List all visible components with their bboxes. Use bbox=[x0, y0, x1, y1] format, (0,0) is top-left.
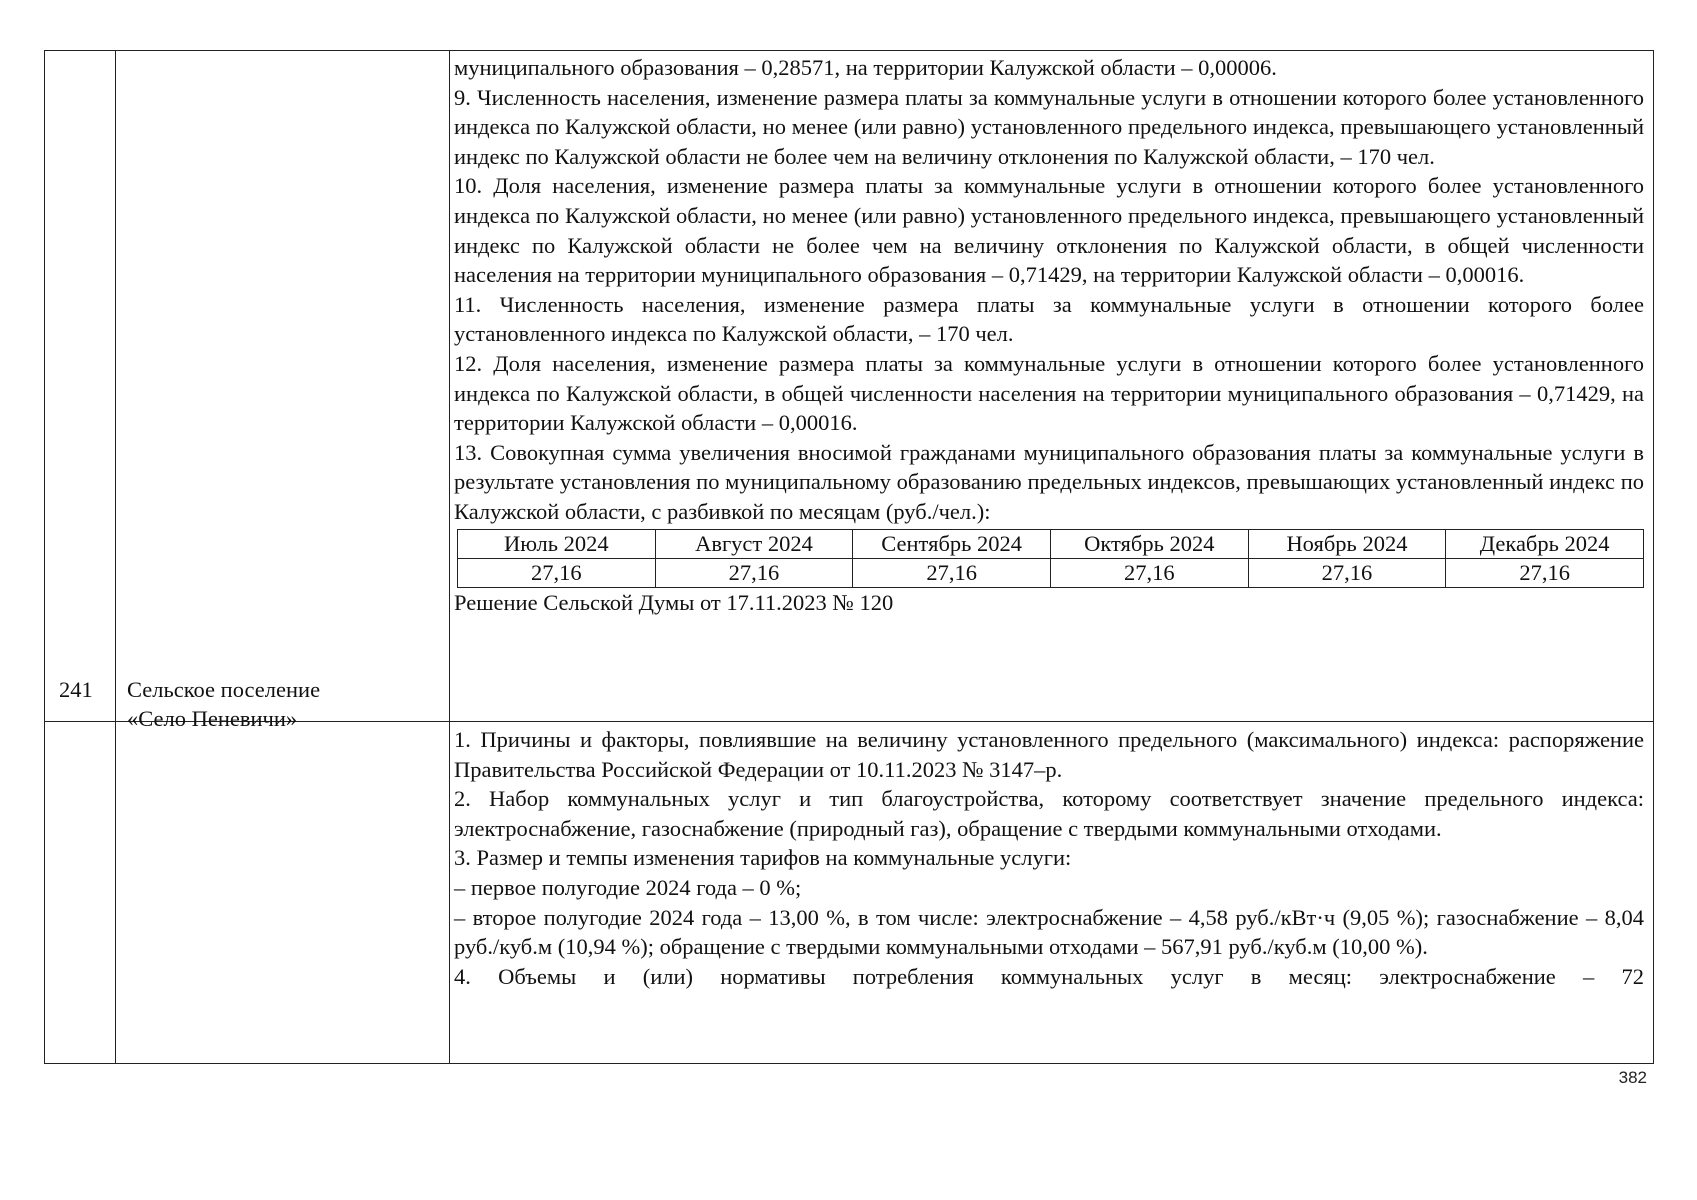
row-240-content bbox=[454, 53, 1644, 617]
paragraph-13: 13. Совокупная сумма увеличения вносимой гражданами муниципального образования платы за коммунальные услуги в результате установления по муниципальному образованию предельных индексов, превышающих установленный индекс по Калужской области, с разбивкой по месяцам (руб./чел.): bbox=[454, 439, 1644, 524]
month-header: Август 2024 bbox=[655, 529, 853, 558]
month-value: 27,16 bbox=[655, 558, 853, 587]
municipality-name-line-1: Сельское поселение bbox=[127, 677, 321, 702]
monthly-amount-table bbox=[457, 529, 1644, 588]
month-header: Июль 2024 bbox=[458, 529, 656, 558]
paragraph-11: 11. Численность населения, изменение размера платы за коммунальные услуги в отношении которого более установленного индекса по Калужской области, – 170 чел. bbox=[454, 291, 1644, 347]
decision-reference: Решение Сельской Думы от 17.11.2023 № 120 bbox=[454, 589, 894, 615]
month-header: Октябрь 2024 bbox=[1050, 529, 1248, 558]
page-number: 382 bbox=[1618, 1068, 1647, 1087]
paragraph-2: 2. Набор коммунальных услуг и тип благоустройства, которому соответствует значение предельного индекса: электроснабжение, газоснабжение (природный газ), обращение с твердыми коммунальными отходами. bbox=[454, 786, 1644, 841]
month-header: Ноябрь 2024 bbox=[1248, 529, 1446, 558]
column-divider-2 bbox=[449, 51, 450, 1063]
paragraph-12: 12. Доля населения, изменение размера платы за коммунальные услуги в отношении которого более установленного индекса по Калужской области, в общей численности населения на территории муниципального образования – 0,71429, на территории Калужской области – 0,00016. bbox=[454, 350, 1644, 436]
paragraph-continuation: муниципального образования – 0,28571, на территории Калужской области – 0,00006. bbox=[454, 55, 1277, 80]
paragraph-10: 10. Доля населения, изменение размера платы за коммунальные услуги в отношении которого более установленного индекса по Калужской области, но менее (или равно) установленного предельного индекса, превышающего установленный индекс по Калужской области не более чем на величину отклонения по Калужской области, в общей численности населения на территории муниципального образования – 0,71429, на территории Калужской области – 0,00016. bbox=[454, 173, 1644, 288]
months-header-row bbox=[458, 529, 1644, 558]
column-divider-1 bbox=[115, 51, 116, 1063]
month-header: Сентябрь 2024 bbox=[853, 529, 1051, 558]
municipality-name-line-2: «Село Пеневичи» bbox=[127, 706, 298, 731]
paragraph-1: 1. Причины и факторы, повлиявшие на величину установленного предельного (максимального) индекса: распоряжение Правительства Российской Федерации от 10.11.2023 № 3147–р. bbox=[454, 727, 1644, 782]
month-value: 27,16 bbox=[458, 558, 656, 587]
paragraph-4: 4. Объемы и (или) нормативы потребления коммунальных услуг в месяц: электроснабжение – 72 bbox=[454, 963, 1644, 989]
month-header: Декабрь 2024 bbox=[1446, 529, 1644, 558]
month-value: 27,16 bbox=[1248, 558, 1446, 587]
month-value: 27,16 bbox=[853, 558, 1051, 587]
paragraph-9: 9. Численность населения, изменение размера платы за коммунальные услуги в отношении которого более установленного индекса по Калужской области, но менее (или равно) установленного предельного индекса, превышающего установленный индекс по Калужской области не более чем на величину отклонения по Калужской области, – 170 чел. bbox=[454, 84, 1644, 169]
row-number: 241 bbox=[59, 677, 93, 702]
municipality-name bbox=[127, 675, 320, 733]
paragraph-3b: – второе полугодие 2024 года – 13,00 %, в том числе: электроснабжение – 4,58 руб./кВт·ч (9,05 %); газоснабжение – 8,04 руб./куб.м (10,94 %); обращение с твердыми коммунальными отходами – 567,91 руб./куб.м (10,00 %). bbox=[454, 904, 1644, 960]
month-value: 27,16 bbox=[1446, 558, 1644, 587]
row-241-content bbox=[454, 725, 1644, 991]
document-table bbox=[44, 50, 1654, 1064]
values-row bbox=[458, 558, 1644, 587]
paragraph-3: 3. Размер и темпы изменения тарифов на коммунальные услуги: bbox=[454, 845, 1072, 871]
month-value: 27,16 bbox=[1050, 558, 1248, 587]
paragraph-3a: – первое полугодие 2024 года – 0 %; bbox=[454, 874, 802, 900]
